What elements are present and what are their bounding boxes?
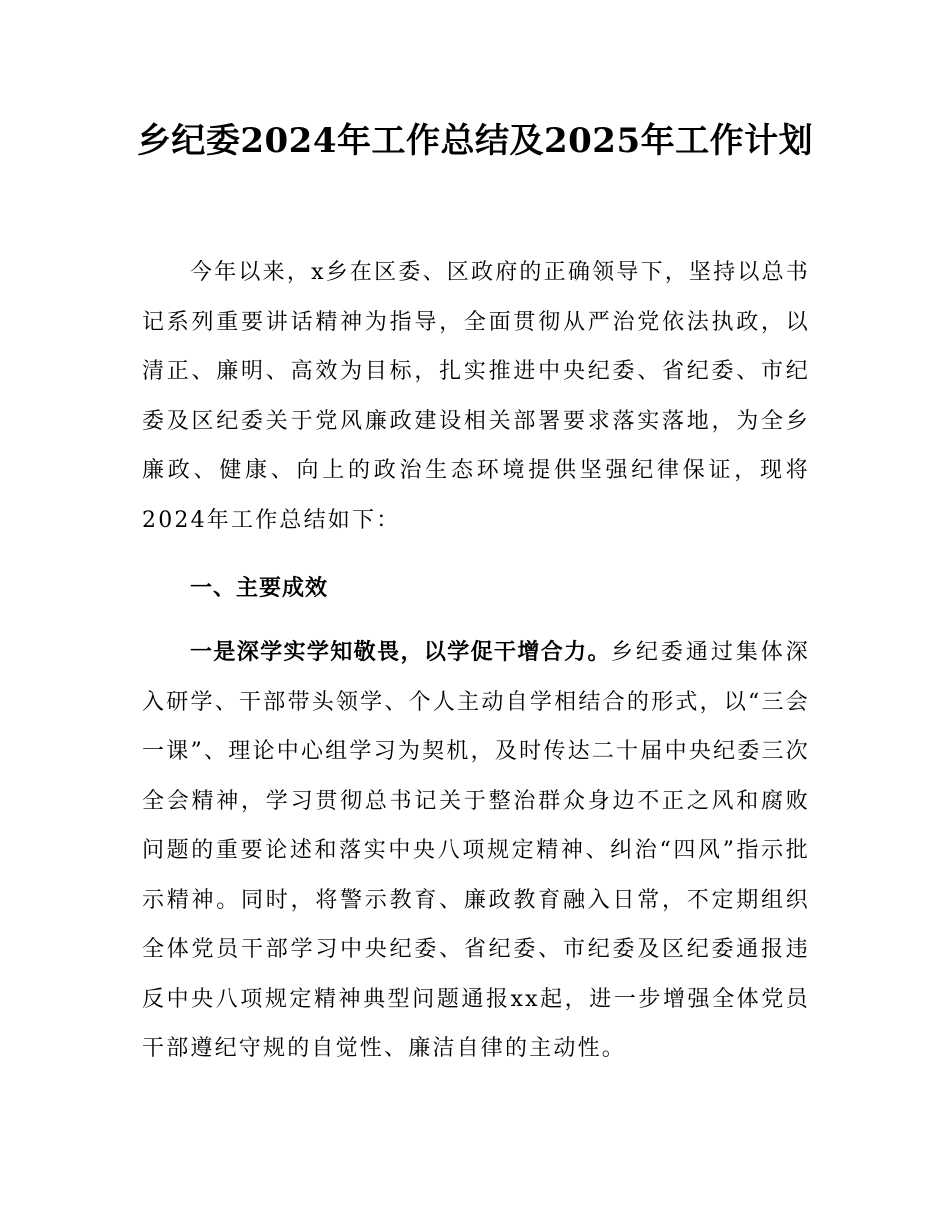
section-heading-main-achievements: 一、主要成效 [190,576,329,601]
achievement-paragraph-1 [142,628,810,1074]
document-title: 乡纪委2024年工作总结及2025年工作计划 [136,121,814,161]
intro-paragraph: 今年以来，x乡在区委、区政府的正确领导下，坚持以总书记系列重要讲话精神为指导，全面贯彻从严治党依法执政，以清正、廉明、高效为目标，扎实推进中央纪委、省纪委、市纪委及区纪委关于党风廉政建设相关部署要求落实落地，为全乡廉政、健康、向上的政治生态环境提供坚强纪律保证，现将2024年工作总结如下： [142,260,810,533]
achievement-body-text: 乡纪委通过集体深入研学、干部带头领学、个人主动自学相结合的形式，以“三会一课”、理论中心组学习为契机，及时传达二十届中央纪委三次全会精神，学习贯彻总书记关于整治群众身边不正之风和腐败问题的重要论述和落实中央八项规定精神、纠治“四风”指示批示精神。同时，将警示教育、廉政教育融入日常，不定期组织全体党员干部学习中央纪委、省纪委、市纪委及区纪委通报违反中央八项规定精神典型问题通报xx起，进一步增强全体党员干部遵纪守规的自觉性、廉洁自律的主动性。 [142,640,810,1061]
achievement-lead-sentence: 一是深学实学知敬畏，以学促干增合力。 [190,640,611,665]
